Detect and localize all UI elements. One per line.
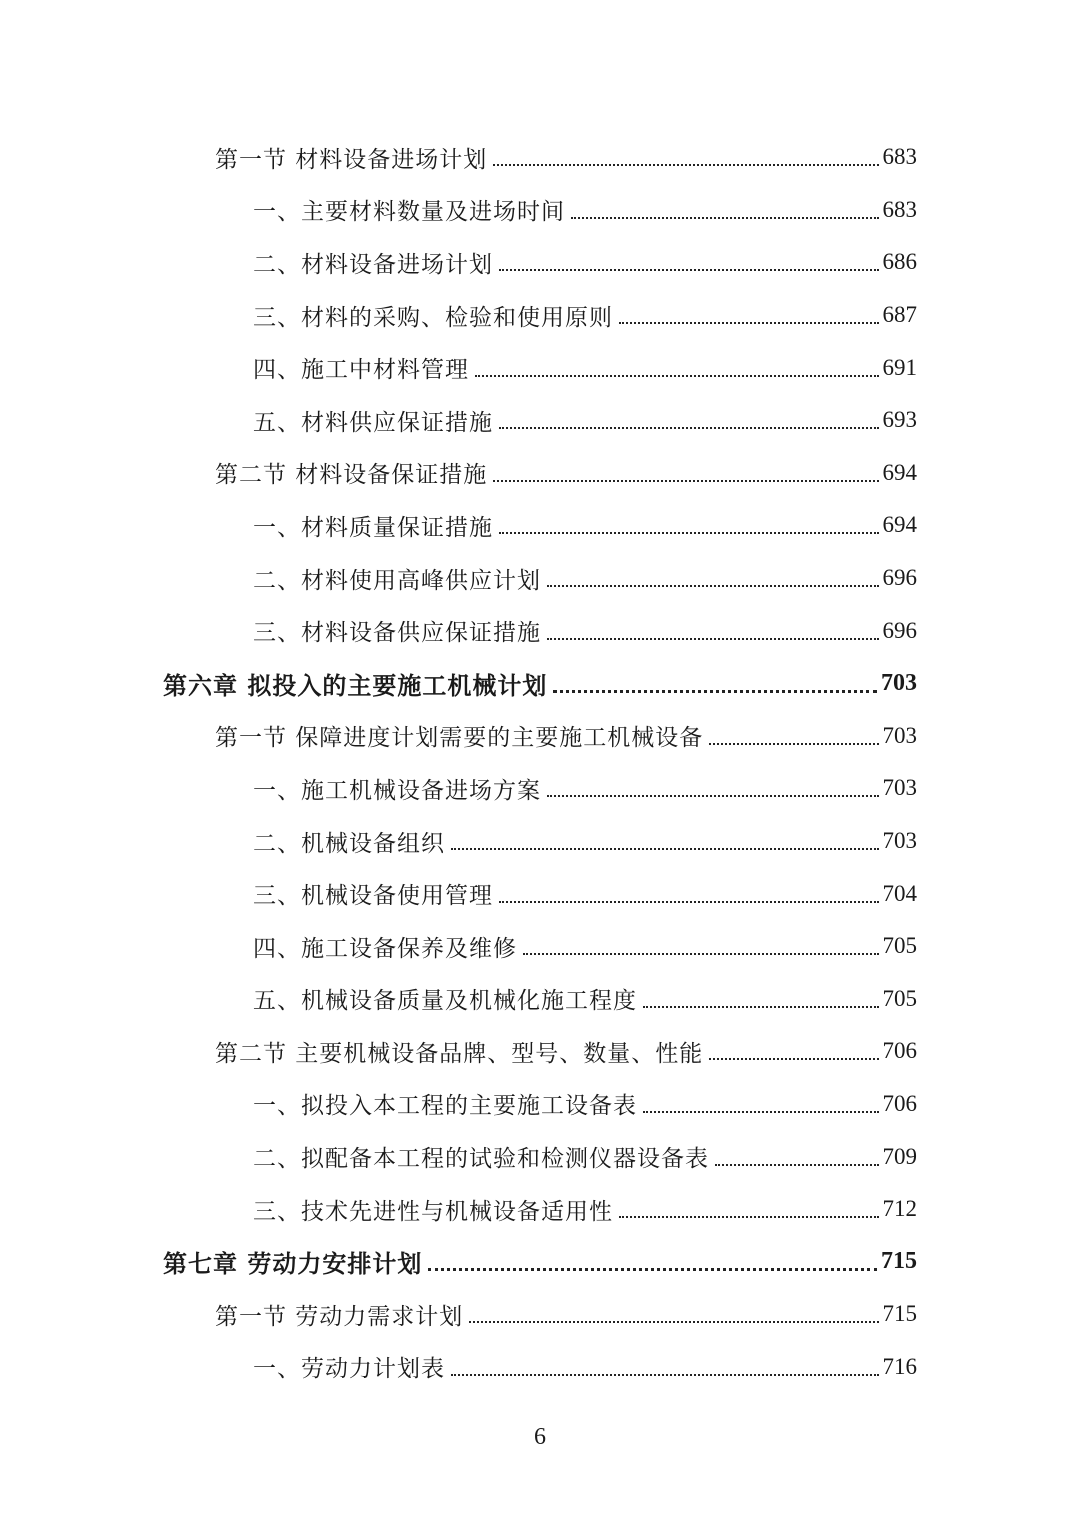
toc-subsection-entry [0, 552, 1080, 605]
toc-entry-title: 三、材料的采购、检验和使用原则 [253, 304, 613, 331]
toc-entry-title: 第二节 材料设备保证措施 [215, 462, 488, 489]
toc-subsection-entry [0, 394, 1080, 447]
toc-subsection-entry [0, 289, 1080, 342]
toc-subsection-entry [0, 236, 1080, 289]
table-of-contents [0, 131, 1080, 1393]
toc-entry-page-number: 705 [882, 985, 917, 1011]
toc-dot-leader [493, 164, 878, 166]
toc-entry-title: 一、主要材料数量及进场时间 [253, 199, 565, 226]
toc-entry-title: 二、拟配备本工程的试验和检测仪器设备表 [253, 1146, 709, 1173]
toc-subsection-entry [0, 815, 1080, 868]
toc-section-entry [0, 710, 1080, 763]
toc-dot-leader [499, 532, 879, 534]
toc-entry-page-number: 715 [882, 1301, 917, 1327]
toc-entry-title: 第一节 保障进度计划需要的主要施工机械设备 [215, 725, 704, 752]
toc-dot-leader [547, 638, 879, 640]
toc-dot-leader [715, 1164, 879, 1166]
toc-entry-page-number: 705 [882, 933, 917, 959]
toc-entry-page-number: 706 [882, 1038, 917, 1064]
toc-entry-page-number: 703 [882, 722, 917, 748]
toc-dot-leader [547, 585, 879, 587]
toc-dot-leader [619, 322, 879, 324]
toc-entry-title: 第二节 主要机械设备品牌、型号、数量、性能 [215, 1040, 704, 1067]
toc-dot-leader [428, 1268, 877, 1271]
toc-entry-page-number: 709 [882, 1143, 917, 1169]
toc-dot-leader [709, 1058, 878, 1060]
toc-subsection-entry [0, 604, 1080, 657]
toc-subsection-entry [0, 341, 1080, 394]
toc-entry-title: 三、机械设备使用管理 [253, 883, 493, 910]
toc-dot-leader [523, 953, 879, 955]
toc-section-entry [0, 131, 1080, 184]
toc-entry-page-number: 712 [882, 1196, 917, 1222]
toc-entry-page-number: 686 [882, 249, 917, 275]
toc-dot-leader [643, 1006, 879, 1008]
toc-section-entry [0, 447, 1080, 500]
toc-subsection-entry [0, 1130, 1080, 1183]
toc-entry-page-number: 683 [882, 144, 917, 170]
toc-subsection-entry [0, 762, 1080, 815]
toc-subsection-entry [0, 1183, 1080, 1236]
toc-entry-title: 一、劳动力计划表 [253, 1356, 445, 1383]
toc-entry-page-number: 696 [882, 617, 917, 643]
toc-entry-title: 三、材料设备供应保证措施 [253, 620, 541, 647]
toc-dot-leader [451, 1374, 879, 1376]
toc-entry-page-number: 703 [882, 828, 917, 854]
toc-entry-title: 一、拟投入本工程的主要施工设备表 [253, 1093, 637, 1120]
toc-dot-leader [475, 375, 879, 377]
toc-entry-title: 第六章 拟投入的主要施工机械计划 [163, 670, 548, 700]
toc-entry-page-number: 715 [881, 1248, 917, 1275]
toc-entry-title: 第七章 劳动力安排计划 [163, 1249, 423, 1279]
toc-dot-leader [451, 848, 879, 850]
toc-entry-title: 第一节 劳动力需求计划 [215, 1303, 464, 1330]
toc-chapter-entry [0, 657, 1080, 710]
toc-entry-title: 一、材料质量保证措施 [253, 514, 493, 541]
toc-entry-page-number: 703 [882, 775, 917, 801]
toc-dot-leader [469, 1321, 878, 1323]
toc-entry-page-number: 687 [882, 302, 917, 328]
toc-dot-leader [547, 795, 879, 797]
toc-entry-title: 五、材料供应保证措施 [253, 409, 493, 436]
toc-entry-title: 二、机械设备组织 [253, 830, 445, 857]
toc-section-entry [0, 1025, 1080, 1078]
toc-entry-page-number: 703 [881, 669, 917, 696]
toc-entry-page-number: 694 [882, 459, 917, 485]
toc-entry-page-number: 704 [882, 880, 917, 906]
toc-dot-leader [571, 217, 879, 219]
page-number: 6 [534, 1424, 546, 1450]
toc-entry-page-number: 716 [882, 1353, 917, 1379]
toc-entry-page-number: 706 [882, 1090, 917, 1116]
toc-subsection-entry [0, 920, 1080, 973]
toc-entry-page-number: 694 [882, 512, 917, 538]
toc-chapter-entry [0, 1235, 1080, 1288]
toc-entry-title: 二、材料设备进场计划 [253, 251, 493, 278]
toc-dot-leader [493, 480, 878, 482]
toc-dot-leader [499, 427, 879, 429]
toc-entry-title: 四、施工设备保养及维修 [253, 935, 517, 962]
toc-entry-title: 二、材料使用高峰供应计划 [253, 567, 541, 594]
toc-entry-title: 第一节 材料设备进场计划 [215, 146, 488, 173]
toc-dot-leader [553, 690, 877, 693]
toc-entry-page-number: 696 [882, 565, 917, 591]
toc-entry-title: 五、机械设备质量及机械化施工程度 [253, 988, 637, 1015]
toc-subsection-entry [0, 499, 1080, 552]
toc-entry-title: 一、施工机械设备进场方案 [253, 777, 541, 804]
toc-dot-leader [499, 901, 879, 903]
toc-dot-leader [619, 1216, 879, 1218]
toc-subsection-entry [0, 1078, 1080, 1131]
toc-entry-page-number: 683 [882, 196, 917, 222]
toc-entry-title: 四、施工中材料管理 [253, 357, 469, 384]
toc-dot-leader [499, 269, 879, 271]
toc-dot-leader [643, 1111, 879, 1113]
toc-entry-page-number: 693 [882, 407, 917, 433]
toc-dot-leader [709, 743, 878, 745]
toc-subsection-entry [0, 867, 1080, 920]
toc-subsection-entry [0, 973, 1080, 1026]
toc-subsection-entry [0, 184, 1080, 237]
toc-entry-title: 三、技术先进性与机械设备适用性 [253, 1198, 613, 1225]
toc-subsection-entry [0, 1341, 1080, 1394]
toc-entry-page-number: 691 [882, 354, 917, 380]
toc-section-entry [0, 1288, 1080, 1341]
